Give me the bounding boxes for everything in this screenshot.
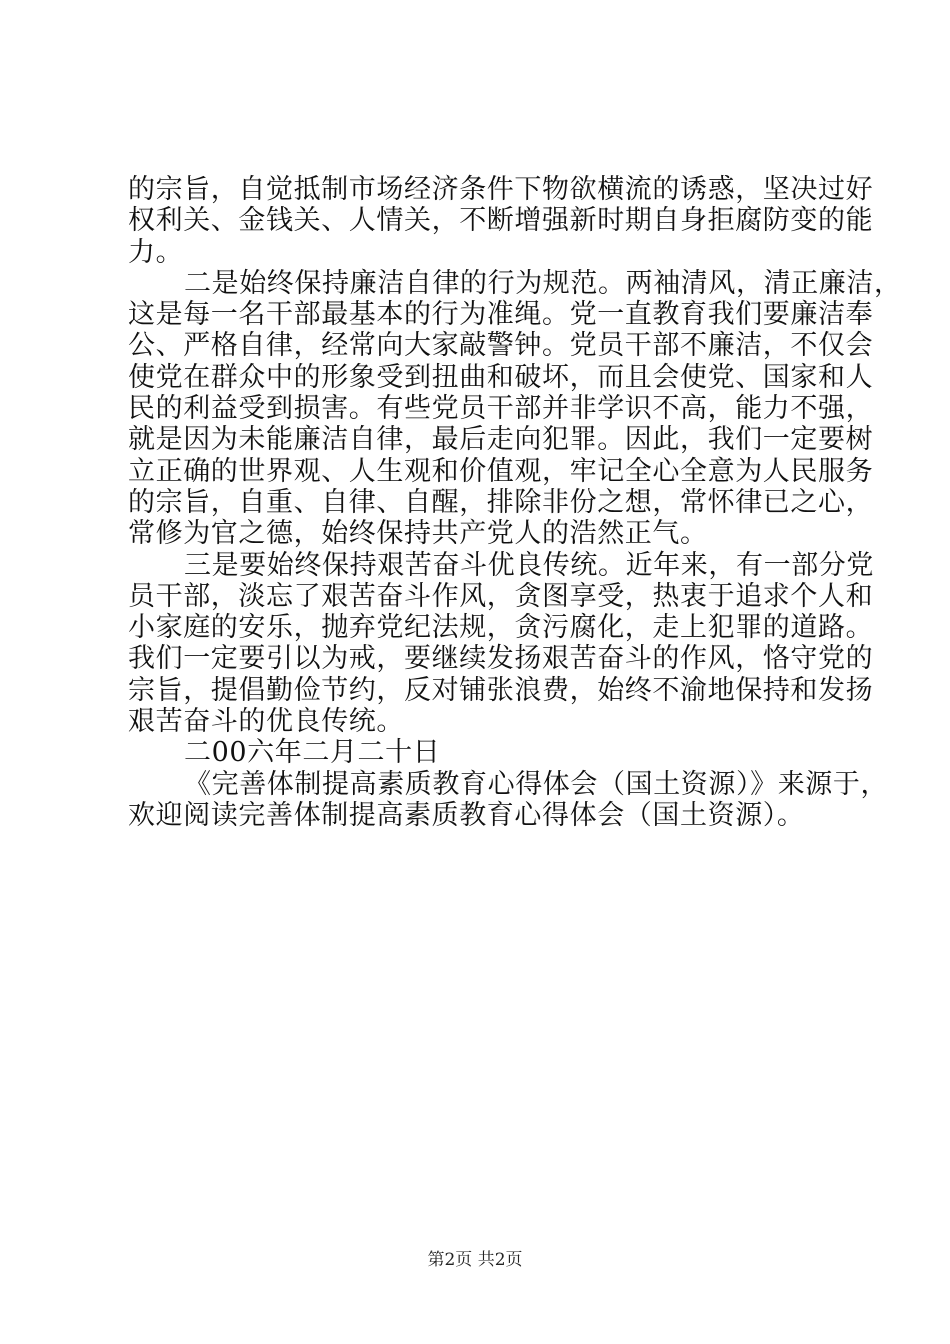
source-line: 《完善体制提高素质教育心得体会（国土资源）》来源于，: [184, 768, 889, 800]
paragraph-line: 公、严格自律，经常向大家敲警钟。党员干部不廉洁，不仅会: [128, 330, 874, 362]
paragraph-line: 使党在群众中的形象受到扭曲和破坏，而且会使党、国家和人: [128, 361, 874, 393]
page-number: 第2页 共2页: [427, 1250, 523, 1270]
paragraph-line: 这是每一名干部最基本的行为准绳。党一直教育我们要廉洁奉: [128, 299, 874, 331]
paragraph-line: 宗旨，提倡勤俭节约，反对铺张浪费，始终不渝地保持和发扬: [128, 674, 874, 706]
paragraph-line: 权利关、金钱关、人情关，不断增强新时期自身拒腐防变的能: [128, 205, 874, 237]
paragraph-line: 民的利益受到损害。有些党员干部并非学识不高，能力不强，: [128, 393, 874, 425]
paragraph-line: 力。: [128, 236, 184, 268]
paragraph-line: 艰苦奋斗的优良传统。: [128, 706, 404, 738]
paragraph-line: 二是始终保持廉洁自律的行为规范。两袖清风，清正廉洁，: [184, 267, 902, 299]
paragraph-line: 的宗旨，自重、自律、自醒，排除非份之想，常怀律已之心，: [128, 486, 874, 518]
paragraph-line: 我们一定要引以为戒，要继续发扬艰苦奋斗的作风，恪守党的: [128, 643, 874, 675]
document-body: [128, 174, 902, 831]
paragraph-line: 立正确的世界观、人生观和价值观，牢记全心全意为人民服务: [128, 455, 874, 487]
paragraph-line: 员干部，淡忘了艰苦奋斗作风，贪图享受，热衷于追求个人和: [128, 580, 874, 612]
paragraph-line: 常修为官之德，始终保持共产党人的浩然正气。: [128, 518, 708, 550]
date-line: 二00六年二月二十日: [184, 737, 441, 769]
paragraph-line: 三是要始终保持艰苦奋斗优良传统。近年来，有一部分党: [184, 549, 874, 581]
paragraph-line: 就是因为未能廉洁自律，最后走向犯罪。因此，我们一定要树: [128, 424, 874, 456]
paragraph-line: 小家庭的安乐，抛弃党纪法规，贪污腐化，走上犯罪的道路。: [128, 612, 874, 644]
paragraph-line: 的宗旨，自觉抵制市场经济条件下物欲横流的诱惑，坚决过好: [128, 174, 874, 205]
source-line: 欢迎阅读完善体制提高素质教育心得体会（国土资源）。: [128, 799, 805, 831]
